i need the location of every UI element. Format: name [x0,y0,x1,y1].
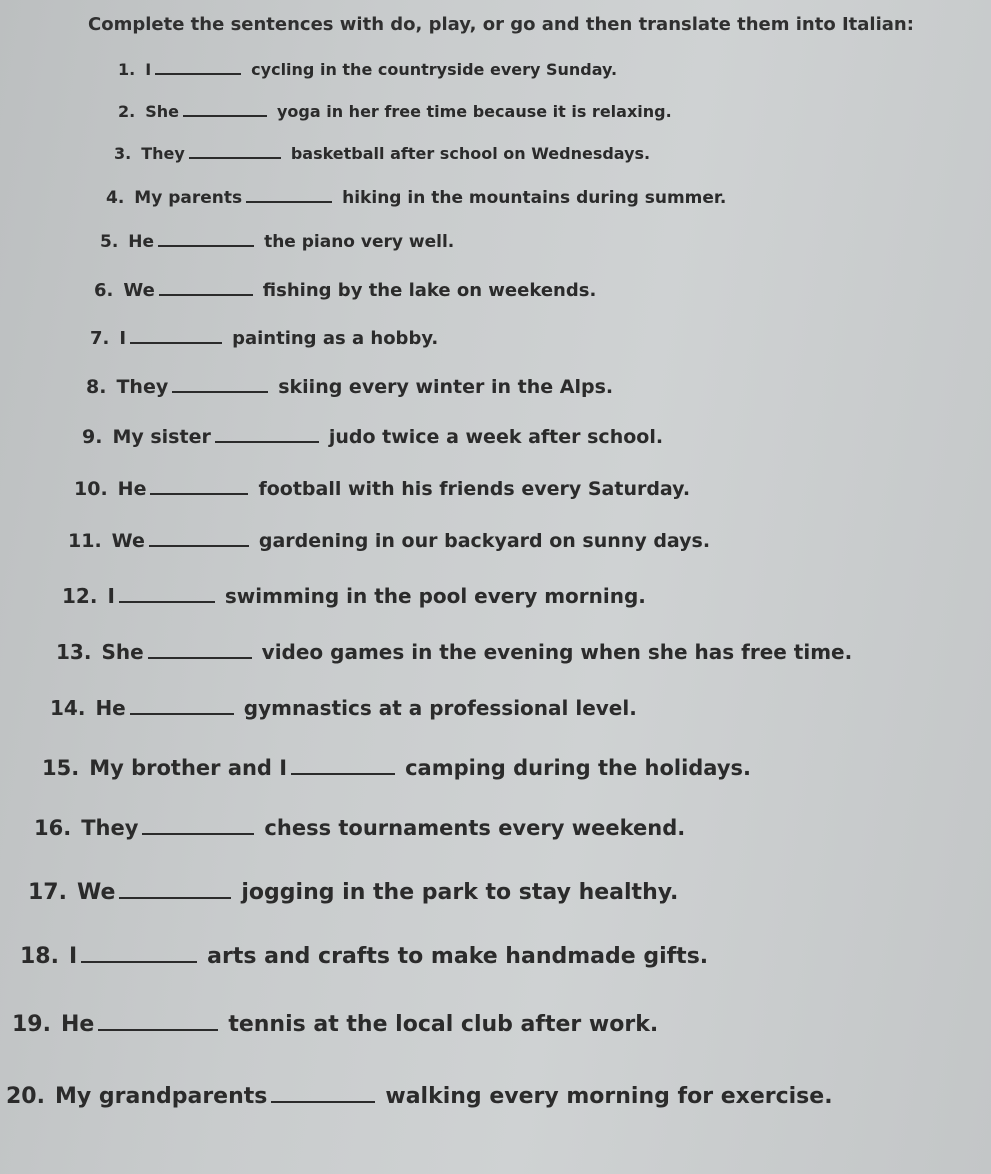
exercise-item-3 [114,144,650,163]
item-sentence-rest: gymnastics at a professional level. [243,696,637,720]
instruction-text: Complete the sentences with do, play, or go and then translate them into Italian: [88,14,914,35]
item-sentence-rest: skiing every winter in the Alps. [278,376,614,398]
item-number: 1. [118,60,136,79]
exercise-item-20 [6,1084,833,1109]
exercise-item-7 [90,328,438,349]
item-subject: She [101,640,144,664]
item-subject: I [107,584,115,608]
answer-blank[interactable] [149,544,249,547]
exercise-item-12 [62,584,646,608]
item-number: 11. [68,530,102,552]
item-subject: I [68,944,78,969]
item-number: 5. [100,232,119,252]
exercise-item-11 [68,530,710,552]
item-number: 13. [56,640,92,664]
item-sentence-rest: yoga in her free time because it is relaxing. [276,102,672,121]
item-sentence-rest: fishing by the lake on weekends. [262,280,597,301]
exercise-item-19 [12,1012,658,1037]
exercise-item-13 [56,640,852,664]
item-subject: My parents [134,188,243,208]
item-subject: My sister [112,426,211,448]
answer-blank[interactable] [271,1100,375,1103]
item-sentence-rest: tennis at the local club after work. [228,1012,659,1037]
item-subject: He [60,1012,95,1037]
exercise-item-2 [118,102,672,121]
item-subject: I [119,328,127,349]
item-sentence-rest: walking every morning for exercise. [385,1084,833,1109]
item-subject: We [76,880,116,905]
item-number: 10. [74,478,108,500]
answer-blank[interactable] [158,244,254,247]
item-subject: We [111,530,145,552]
item-number: 7. [90,328,110,349]
answer-blank[interactable] [155,72,241,75]
item-sentence-rest: painting as a hobby. [232,328,439,349]
item-subject: She [145,102,179,121]
item-sentence-rest: hiking in the mountains during summer. [342,188,727,208]
item-sentence-rest: video games in the evening when she has free time. [261,640,853,664]
exercise-item-15 [42,756,751,780]
answer-blank[interactable] [159,293,253,296]
exercise-item-18 [20,944,708,969]
item-number: 14. [50,696,86,720]
item-sentence-rest: judo twice a week after school. [328,426,664,448]
exercise-item-16 [34,816,685,840]
answer-blank[interactable] [150,492,248,495]
answer-blank[interactable] [189,156,281,159]
item-subject: My grandparents [54,1084,268,1109]
item-subject: I [145,60,152,79]
item-number: 16. [34,816,72,840]
answer-blank[interactable] [246,200,332,203]
item-subject: They [116,376,169,398]
item-sentence-rest: the piano very well. [264,232,455,252]
item-number: 12. [62,584,98,608]
exercise-item-5 [100,232,454,252]
answer-blank[interactable] [142,832,254,835]
exercise-item-1 [118,60,617,79]
exercise-item-4 [106,188,726,208]
answer-blank[interactable] [119,600,215,603]
item-number: 8. [86,376,107,398]
item-sentence-rest: jogging in the park to stay healthy. [241,880,679,905]
item-number: 4. [106,188,125,208]
answer-blank[interactable] [148,656,252,659]
exercise-item-10 [74,478,690,500]
item-sentence-rest: camping during the holidays. [405,756,751,780]
exercise-item-8 [86,376,613,398]
item-subject: My brother and I [89,756,288,780]
item-sentence-rest: gardening in our backyard on sunny days. [258,530,711,552]
item-number: 20. [6,1084,45,1109]
item-number: 2. [118,102,136,121]
answer-blank[interactable] [172,390,268,393]
item-sentence-rest: swimming in the pool every morning. [224,584,646,608]
item-sentence-rest: cycling in the countryside every Sunday. [251,60,618,79]
exercise-item-17 [28,880,678,905]
item-number: 15. [42,756,80,780]
answer-blank[interactable] [215,440,319,443]
answer-blank[interactable] [183,114,267,117]
answer-blank[interactable] [130,341,222,344]
item-number: 9. [82,426,103,448]
item-sentence-rest: football with his friends every Saturday. [258,478,691,500]
item-number: 17. [28,880,67,905]
answer-blank[interactable] [119,896,231,899]
item-number: 3. [114,144,132,163]
item-sentence-rest: basketball after school on Wednesdays. [290,144,651,163]
item-subject: They [81,816,139,840]
item-number: 18. [20,944,59,969]
item-number: 19. [12,1012,51,1037]
item-sentence-rest: arts and crafts to make handmade gifts. [207,944,709,969]
item-sentence-rest: chess tournaments every weekend. [264,816,686,840]
item-subject: He [95,696,126,720]
item-subject: We [123,280,155,301]
answer-blank[interactable] [98,1028,218,1031]
answer-blank[interactable] [291,772,395,775]
exercise-item-9 [82,426,663,448]
answer-blank[interactable] [130,712,234,715]
item-subject: He [117,478,147,500]
item-subject: He [128,232,155,252]
exercise-item-14 [50,696,637,720]
exercise-item-6 [94,280,596,301]
item-number: 6. [94,280,114,301]
answer-blank[interactable] [81,960,197,963]
item-subject: They [141,144,185,163]
